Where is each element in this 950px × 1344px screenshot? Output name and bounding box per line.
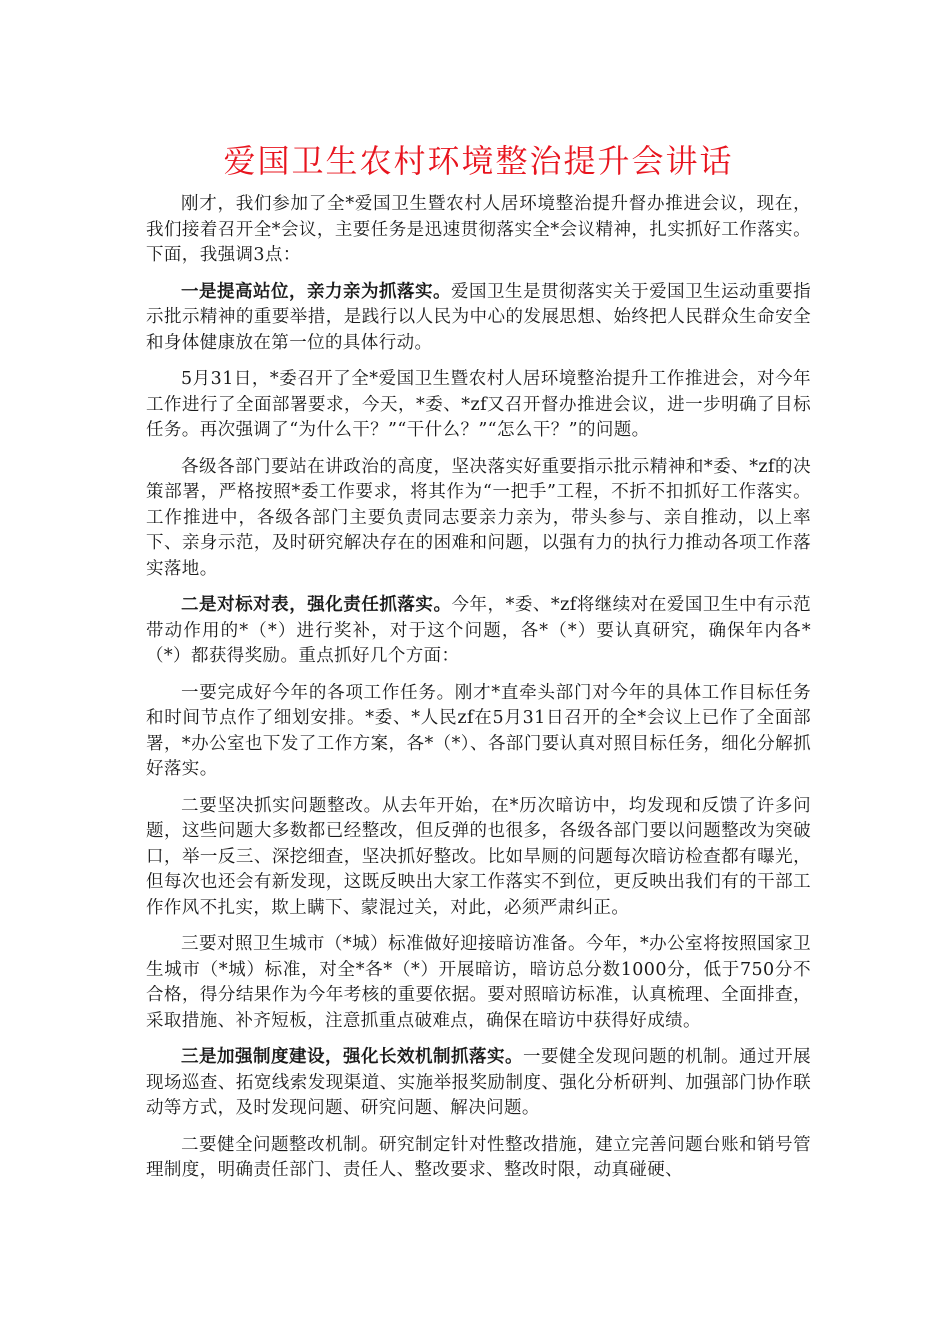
paragraph xyxy=(146,1045,811,1122)
paragraph-text: 三要对照卫生城市（*城）标准做好迎接暗访准备。今年，*办公室将按照国家卫生城市（*城）标准，对全*各*（*）开展暗访，暗访总分数1000分，低于750分不合格，得分结果作为今年考核的重要依据。要对照暗访标准，认真梳理、全面排查，采取措施、补齐短板，注意抓重点破难点，确保在暗访中获得好成绩。 xyxy=(146,934,811,1031)
paragraph xyxy=(146,455,811,583)
paragraph xyxy=(146,593,811,670)
paragraph-lead: 一是提高站位，亲力亲为抓落实。 xyxy=(181,281,452,302)
paragraph xyxy=(146,794,811,922)
paragraph xyxy=(146,1133,811,1184)
paragraph-text: 爱国卫生是贯彻落实关于爱国卫生运动重要指示批示精神的重要举措，是践行以人民为中心的发展思想、始终把人民群众生命安全和身体健康放在第一位的具体行动。 xyxy=(146,281,812,353)
paragraph xyxy=(146,932,811,1034)
paragraph-text: 二要坚决抓实问题整改。从去年开始，在*历次暗访中，均发现和反馈了许多问题，这些问题大多数都已经整改，但反弹的也很多，各级各部门要以问题整改为突破口，举一反三、深挖细查，坚决抓好整改。比如旱厕的问题每次暗访检查都有曝光，但每次也还会有新发现，这既反映出大家工作落实不到位，更反映出我们有的干部工作作风不扎实，欺上瞒下、蒙混过关，对此，必须严肃纠正。 xyxy=(146,795,811,918)
paragraph-lead: 二是对标对表，强化责任抓落实。 xyxy=(181,595,452,615)
paragraph-text: 一要健全发现问题的机制。通过开展现场巡查、拓宽线索发现渠道、实施举报奖励制度、强化分析研判、加强部门协作联动等方式，及时发现问题、研究问题、解决问题。 xyxy=(146,1047,811,1118)
paragraph-text: 5月31日，*委召开了全*爱国卫生暨农村人居环境整治提升工作推进会，对今年工作进行了全面部署要求，今天，*委、*zf又召开督办推进会议，进一步明确了目标任务。再次强调了“为什么干？”“干什么？”“怎么干？”的问题。 xyxy=(146,369,811,440)
document-title: 爱国卫生农村环境整治提升会讲话 xyxy=(223,142,734,180)
paragraph xyxy=(146,367,811,444)
paragraph-text: 刚才，我们参加了全*爱国卫生暨农村人居环境整治提升督办推进会议，现在，我们接着召开全*会议，主要任务是迅速贯彻落实全*会议精神，扎实抓好工作落实。下面，我强调3点： xyxy=(146,194,811,265)
paragraph xyxy=(146,192,811,269)
paragraph-text: 今年，*委、*zf将继续对在爱国卫生中有示范带动作用的*（*）进行奖补，对于这个问题，各*（*）要认真研究，确保年内各*（*）都获得奖励。重点抓好几个方面： xyxy=(146,595,811,666)
paragraph-text: 一要完成好今年的各项工作任务。刚才*直牵头部门对今年的具体工作目标任务和时间节点作了细划安排。*委、*人民zf在5月31日召开的全*会议上已作了全面部署，*办公室也下发了工作方案，各*（*）、各部门要认真对照目标任务，细化分解抓好落实。 xyxy=(146,682,811,779)
paragraph xyxy=(146,681,811,783)
paragraph xyxy=(146,280,811,357)
paragraph-text: 各级各部门要站在讲政治的高度，坚决落实好重要指示批示精神和*委、*zf的决策部署，严格按照*委工作要求，将其作为“一把手”工程，不折不扣抓好工作落实。工作推进中，各级各部门主要负责同志要亲力亲为，带头参与、亲自推动，以上率下、亲身示范，及时研究解决存在的困难和问题，以强有力的执行力推动各项工作落实落地。 xyxy=(146,456,811,579)
paragraph-text: 二要健全问题整改机制。研究制定针对性整改措施，建立完善问题台账和销号管理制度，明确责任部门、责任人、整改要求、整改时限，动真碰硬、 xyxy=(146,1134,811,1180)
paragraph-lead: 三是加强制度建设，强化长效机制抓落实。 xyxy=(181,1047,524,1067)
document-page xyxy=(146,138,811,1195)
